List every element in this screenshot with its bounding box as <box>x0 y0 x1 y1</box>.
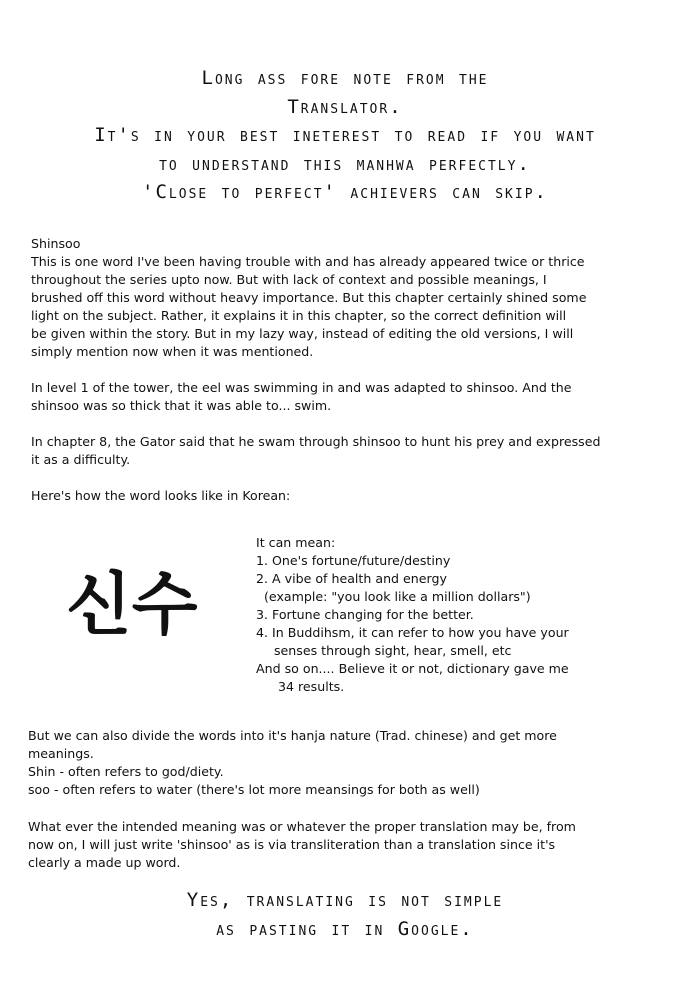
meaning-item: 1. One's fortune/future/destiny <box>256 553 451 568</box>
paragraph-line: soo - often refers to water (there's lot more meansings for both as well) <box>28 782 480 797</box>
paragraph-line: Here's how the word looks like in Korean: <box>31 488 291 503</box>
meanings-outro-continued: 34 results. <box>278 679 345 694</box>
section-title: Shinsoo <box>31 236 81 251</box>
korean-intro <box>31 487 290 505</box>
paragraph-line: What ever the intended meaning was or whatever the proper translation may be, from <box>28 819 576 834</box>
paragraph-line: it as a difficulty. <box>31 452 131 467</box>
paragraph-line: brushed off this word without heavy importance. But this chapter certainly shined some <box>31 290 587 305</box>
meaning-item: 3. Fortune changing for the better. <box>256 607 474 622</box>
paragraph-line: throughout the series upto now. But with lack of context and possible meanings, I <box>31 272 547 287</box>
paragraph-line: be given within the story. But in my lazy way, instead of editing the old versions, I will <box>31 326 574 341</box>
final-paragraph <box>28 818 576 872</box>
paragraph-line: simply mention now when it was mentioned. <box>31 344 314 359</box>
heading-line: as pasting it in Google. <box>216 917 474 940</box>
paragraph-line: light on the subject. Rather, it explains it in this chapter, so the correct definition will <box>31 308 567 323</box>
paragraph-line: This is one word I've been having trouble with and has already appeared twice or thrice <box>31 254 585 269</box>
paragraph-line: But we can also divide the words into it's hanja nature (Trad. chinese) and get more <box>28 728 557 743</box>
paragraph-line: In chapter 8, the Gator said that he swam through shinsoo to hunt his prey and expressed <box>31 434 601 449</box>
level1-paragraph <box>31 379 572 415</box>
paragraph-line: clearly a made up word. <box>28 855 181 870</box>
meaning-item: 2. A vibe of health and energy <box>256 571 447 586</box>
korean-word: 신수 <box>66 566 198 645</box>
meaning-item-continued: senses through sight, hear, smell, etc <box>274 643 512 658</box>
meanings-list <box>256 534 569 696</box>
heading-line: Long ass fore note from the <box>201 67 489 89</box>
shinsoo-section <box>31 235 586 361</box>
paragraph-line: shinsoo was so thick that it was able to... swim. <box>31 398 332 413</box>
paragraph-line: now on, I will just write 'shinsoo' as is via transliteration than a translation since it's <box>28 837 556 852</box>
meanings-outro: And so on.... Believe it or not, dictionary gave me <box>256 661 569 676</box>
heading-line: 'Close to perfect' achievers can skip. <box>142 181 548 203</box>
heading-line: Yes, translating is not simple <box>186 889 504 911</box>
meaning-item: 4. In Buddihsm, it can refer to how you have your <box>256 625 569 640</box>
paragraph-line: Shin - often refers to god/diety. <box>28 764 224 779</box>
paragraph-line: meanings. <box>28 746 94 761</box>
chapter8-paragraph <box>31 433 600 469</box>
heading-line: It's in your best ineterest to read if you want <box>94 124 596 146</box>
translator-note-heading <box>0 64 690 207</box>
hanja-paragraph <box>28 727 557 799</box>
meaning-example: (example: "you look like a million dollars") <box>264 589 531 604</box>
heading-line: to understand this manhwa perfectly. <box>159 152 531 175</box>
heading-line: Translator. <box>287 95 403 118</box>
meanings-intro: It can mean: <box>256 535 336 550</box>
paragraph-line: In level 1 of the tower, the eel was swimming in and was adapted to shinsoo. And the <box>31 380 572 395</box>
closing-heading <box>0 886 690 943</box>
